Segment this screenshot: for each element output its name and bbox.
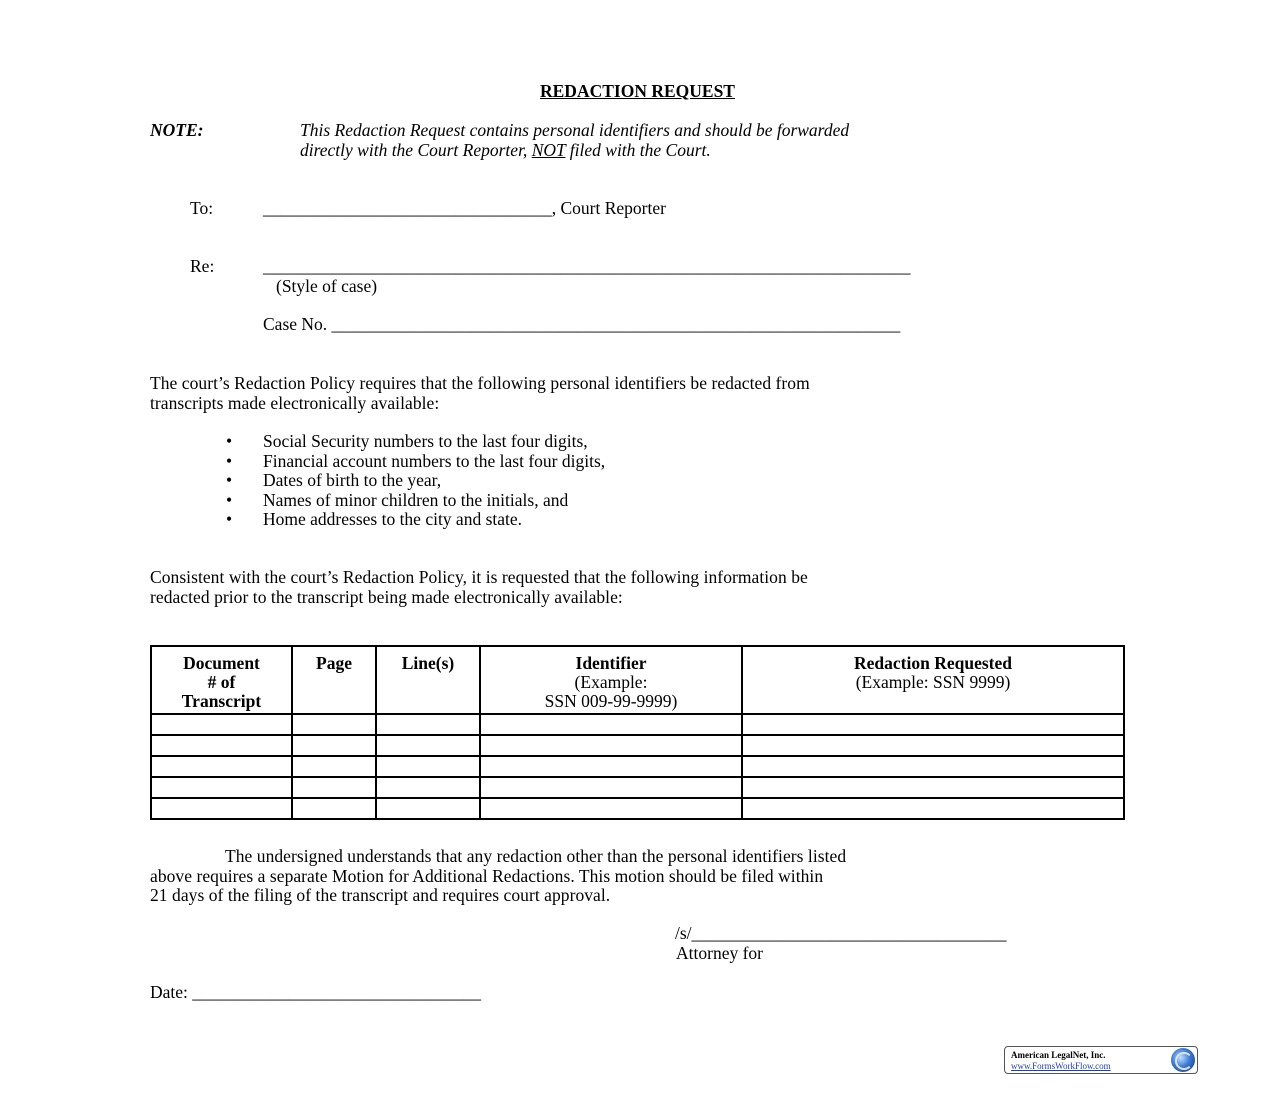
case-number-field[interactable]: Case No. _________________________________________________________________	[263, 314, 901, 334]
bullet-text: Dates of birth to the year,	[263, 470, 442, 490]
date-field[interactable]: Date: _________________________________	[150, 982, 482, 1002]
table-cell-input[interactable]	[151, 756, 292, 777]
table-cell-input[interactable]	[480, 777, 742, 798]
column-header-title: Line(s)	[401, 653, 455, 673]
table-cell-input[interactable]	[376, 735, 480, 756]
globe-icon	[1171, 1048, 1195, 1072]
policy-paragraph	[150, 374, 810, 413]
document-title: REDACTION REQUEST	[540, 81, 735, 101]
table-cell-input[interactable]	[742, 735, 1124, 756]
bullet-dot-icon: •	[226, 470, 233, 490]
table-row	[151, 756, 1124, 777]
table-cell-input[interactable]	[292, 714, 376, 735]
bullet-dot-icon: •	[226, 431, 233, 451]
bullet-dot-icon: •	[226, 509, 233, 529]
column-header	[151, 646, 292, 714]
request-line-2: redacted prior to the transcript being made electronically available:	[150, 586, 623, 607]
bullet-text: Home addresses to the city and state.	[263, 509, 523, 529]
note-line-2	[300, 141, 849, 161]
american-legalnet-logo[interactable]	[1004, 1046, 1198, 1074]
table-header-row	[151, 646, 1124, 714]
table-cell-input[interactable]	[376, 756, 480, 777]
undersigned-line-2: above requires a separate Motion for Additional Redactions. This motion should be filed within	[150, 865, 824, 886]
undersigned-paragraph	[150, 847, 846, 906]
column-header	[292, 646, 376, 714]
bullet-text: Names of minor children to the initials, and	[263, 489, 569, 510]
column-header-title: Page	[316, 653, 352, 673]
request-line-1: Consistent with the court’s Redaction Policy, it is requested that the following information be	[150, 567, 808, 587]
undersigned-line-1: The undersigned understands that any redaction other than the personal identifiers listed	[225, 846, 847, 866]
logo-url-link[interactable]: www.FormsWorkFlow.com	[1011, 1061, 1111, 1071]
table-cell-input[interactable]	[742, 756, 1124, 777]
style-of-case-field[interactable]: __________________________________________________________________________	[263, 256, 911, 276]
column-header	[742, 646, 1124, 714]
bullet-text: Financial account numbers to the last four digits,	[263, 450, 606, 471]
column-header-example: (Example: SSN 9999)	[855, 672, 1011, 692]
note-line-1: This Redaction Request contains personal identifiers and should be forwarded	[300, 120, 850, 140]
re-label: Re:	[190, 256, 215, 276]
undersigned-line-3: 21 days of the filing of the transcript and requires court approval.	[150, 885, 611, 905]
column-header	[376, 646, 480, 714]
table-cell-input[interactable]	[292, 777, 376, 798]
table-cell-input[interactable]	[151, 735, 292, 756]
table-cell-input[interactable]	[376, 777, 480, 798]
table-row	[151, 798, 1124, 819]
table-row	[151, 735, 1124, 756]
table-cell-input[interactable]	[742, 714, 1124, 735]
table-cell-input[interactable]	[480, 714, 742, 735]
table-cell-input[interactable]	[292, 798, 376, 819]
bullet-dot-icon: •	[226, 489, 233, 510]
column-header-title: # of	[207, 672, 236, 692]
style-of-case-caption: (Style of case)	[276, 276, 378, 296]
table-cell-input[interactable]	[742, 777, 1124, 798]
column-header	[480, 646, 742, 714]
note-label: NOTE:	[150, 120, 204, 140]
table-cell-input[interactable]	[376, 714, 480, 735]
table-row	[151, 777, 1124, 798]
table-cell-input[interactable]	[742, 798, 1124, 819]
bullet-item	[226, 432, 605, 452]
table-row	[151, 714, 1124, 735]
bullet-text: Social Security numbers to the last four digits,	[263, 431, 588, 451]
note-text	[300, 121, 849, 160]
column-header-example: (Example:	[574, 672, 648, 692]
bullet-dot-icon: •	[226, 450, 233, 471]
policy-line-1: The court’s Redaction Policy requires that the following personal identifiers be redacted from	[150, 373, 810, 393]
note-line-2-pre: directly with the Court Reporter,	[300, 139, 532, 160]
table-cell-input[interactable]	[480, 756, 742, 777]
table-cell-input[interactable]	[292, 756, 376, 777]
to-label: To:	[190, 198, 214, 218]
table-cell-input[interactable]	[376, 798, 480, 819]
table-cell-input[interactable]	[292, 735, 376, 756]
logo-company-name: American LegalNet, Inc.	[1011, 1050, 1106, 1060]
column-header-title: Transcript	[181, 691, 262, 711]
table-cell-input[interactable]	[151, 714, 292, 735]
identifier-bullet-list	[226, 432, 605, 530]
policy-line-2: transcripts made electronically available:	[150, 392, 440, 413]
column-header-title: Identifier	[575, 653, 647, 673]
column-header-title: Redaction Requested	[854, 653, 1012, 673]
table-body	[151, 714, 1124, 819]
signature-field[interactable]: /s/____________________________________	[675, 923, 1007, 943]
bullet-item	[226, 510, 605, 530]
request-paragraph	[150, 568, 808, 607]
table-cell-input[interactable]	[151, 798, 292, 819]
note-line-2-post: filed with the Court.	[565, 139, 711, 160]
bullet-item	[226, 452, 605, 472]
column-header-title: Document	[183, 653, 260, 673]
court-reporter-field[interactable]: _________________________________, Court Reporter	[263, 198, 666, 218]
bullet-item	[226, 491, 605, 511]
attorney-for-label: Attorney for	[676, 943, 763, 963]
table-cell-input[interactable]	[151, 777, 292, 798]
column-header-example: SSN 009-99-9999)	[544, 691, 678, 711]
table-cell-input[interactable]	[480, 798, 742, 819]
bullet-item	[226, 471, 605, 491]
table-cell-input[interactable]	[480, 735, 742, 756]
note-not-emphasis: NOT	[531, 139, 566, 160]
redaction-table	[150, 645, 1125, 820]
